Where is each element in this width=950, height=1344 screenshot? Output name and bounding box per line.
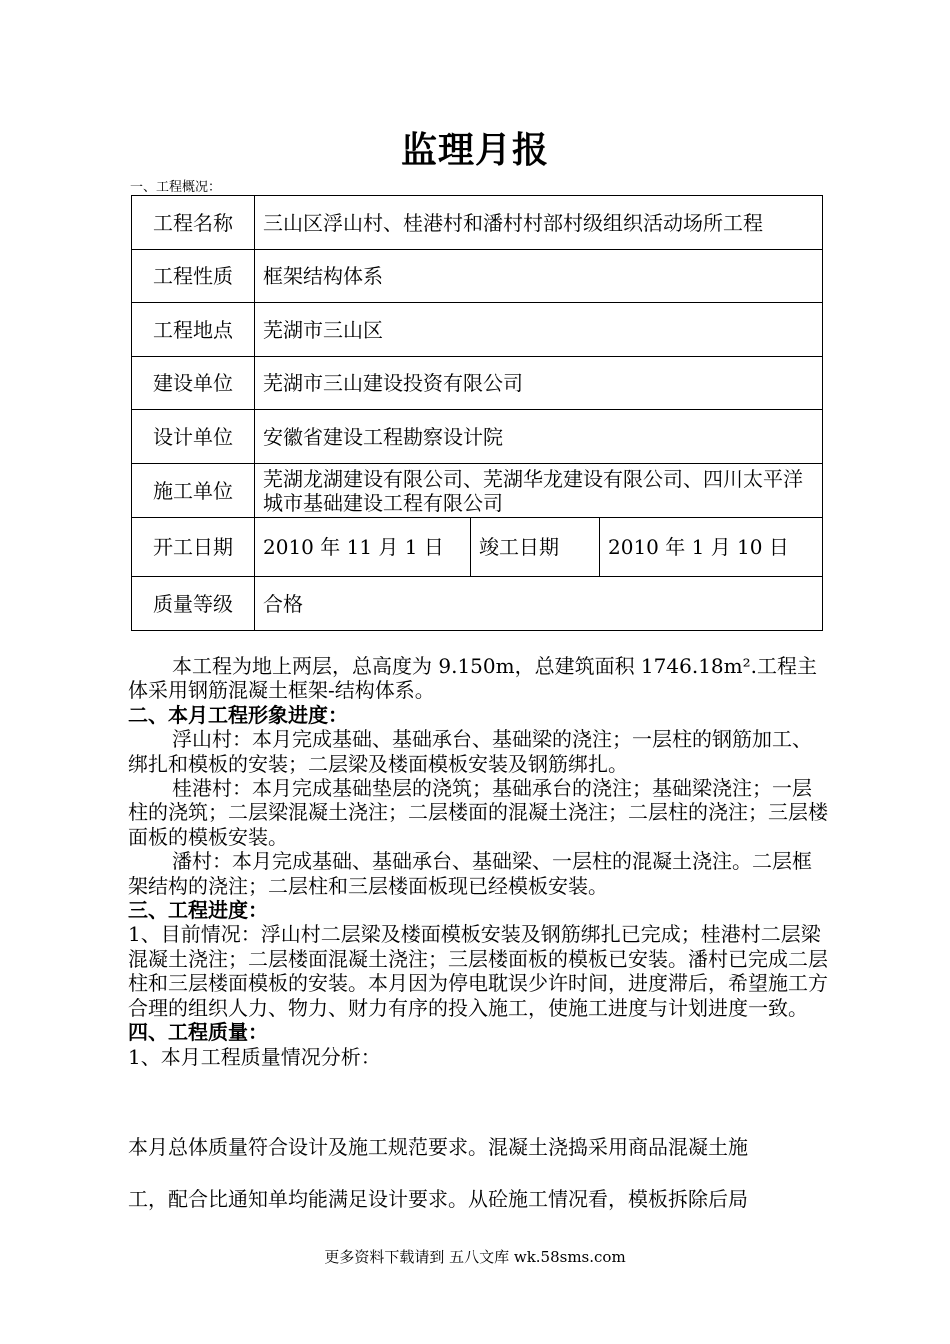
table-row	[132, 518, 823, 577]
quality-analysis	[128, 1121, 833, 1225]
section4-subheading: 1、本月工程质量情况分析：	[128, 1044, 381, 1069]
start-date-label: 开工日期	[132, 518, 255, 577]
location-label: 工程地点	[132, 303, 255, 357]
finish-date-value: 2010 年 1 月 10 日	[600, 518, 823, 577]
guigang-progress: 桂港村：本月完成基础垫层的浇筑；基础承台的浇注；基础梁浇注；一层柱的浇筑；二层梁混凝土浇注；二层楼面的混凝土浇注；二层柱的浇注；三层楼面板的模板安装。	[128, 776, 828, 849]
table-row	[132, 464, 823, 518]
section2-heading: 二、本月工程形象进度：	[128, 702, 348, 727]
overview-label: 一、工程概况：	[130, 180, 222, 195]
finish-date-label: 竣工日期	[471, 518, 600, 577]
pan-progress: 潘村：本月完成基础、基础承台、基础梁、一层柱的混凝土浇注。二层框架结构的浇注；二层柱和三层楼面板现已经模板安装。	[128, 849, 812, 898]
quality-grade-label: 质量等级	[132, 577, 255, 631]
table-row	[132, 577, 823, 631]
project-name-label: 工程名称	[132, 196, 255, 250]
designer-value: 安徽省建设工程勘察设计院	[255, 410, 823, 464]
nature-label: 工程性质	[132, 250, 255, 303]
quality-grade-value: 合格	[255, 577, 823, 631]
table-row	[132, 250, 823, 303]
contractor-label: 施工单位	[132, 464, 255, 518]
owner-label: 建设单位	[132, 357, 255, 410]
start-date-value: 2010 年 11 月 1 日	[255, 518, 471, 577]
page-title: 监理月报	[400, 129, 549, 171]
section3-heading: 三、工程进度：	[128, 898, 268, 923]
fushan-progress: 浮山村：本月完成基础、基础承台、基础梁的浇注；一层柱的钢筋加工、绑扎和模板的安装；二层梁及楼面模板安装及钢筋绑扎。	[128, 727, 812, 776]
footer-text: 更多资料下载请到 五八文库 wk.58sms.com	[324, 1248, 626, 1266]
section3-text: 1、目前情况：浮山村二层梁及楼面模板安装及钢筋绑扎已完成；桂港村二层梁混凝土浇注；二层楼面混凝土浇注；三层楼面板的模板已安装。潘村已完成二层柱和三层楼面模板的安装。本月因为停电耽误少许时间，进度滞后，希望施工方合理的组织人力、物力、财力有序的投入施工，使施工进度与计划进度一致。	[128, 922, 828, 1020]
owner-value: 芜湖市三山建设投资有限公司	[255, 357, 823, 410]
designer-label: 设计单位	[132, 410, 255, 464]
section4-heading: 四、工程质量：	[128, 1020, 268, 1045]
location-value: 芜湖市三山区	[255, 303, 823, 357]
project-info-table	[131, 195, 823, 631]
project-name-value: 三山区浮山村、桂港村和潘村村部村级组织活动场所工程	[255, 196, 823, 250]
table-row	[132, 196, 823, 250]
contractor-value: 芜湖龙湖建设有限公司、芜湖华龙建设有限公司、四川太平洋城市基础建设工程有限公司	[255, 464, 823, 518]
table-row	[132, 357, 823, 410]
table-row	[132, 410, 823, 464]
table-row	[132, 303, 823, 357]
nature-value: 框架结构体系	[255, 250, 823, 303]
report-body	[128, 654, 828, 1069]
intro-paragraph: 本工程为地上两层，总高度为 9.150m，总建筑面积 1746.18m².工程主体采用钢筋混凝土框架-结构体系。	[128, 654, 817, 703]
quality-line: 工，配合比通知单均能满足设计要求。从砼施工情况看，模板拆除后局	[128, 1187, 748, 1211]
quality-line: 本月总体质量符合设计及施工规范要求。混凝土浇捣采用商品混凝土施	[128, 1135, 748, 1159]
